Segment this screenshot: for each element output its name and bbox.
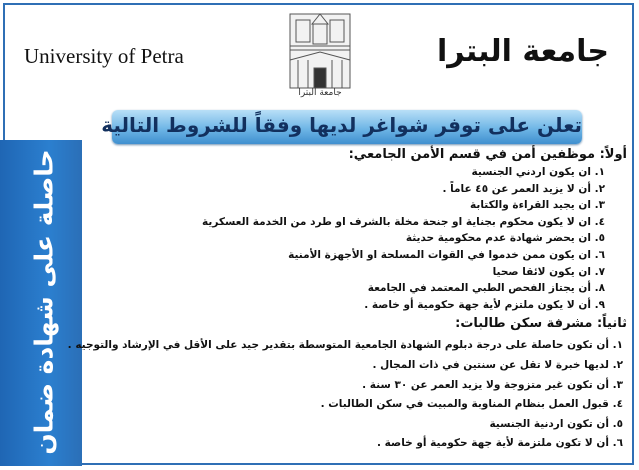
list-item: ٦. أن لا تكون ملتزمة لأية جهة حكومية أو خاصة . bbox=[377, 437, 623, 450]
section-heading-dorm-supervisor: ثانياً: مشرفة سكن طالبات: bbox=[455, 316, 627, 332]
list-item: ٤. قبول العمل بنظام المناوبة والمبيت في سكن الطالبات . bbox=[320, 398, 623, 411]
list-item: ٢. أن لا يزيد العمر عن ٤٥ عاماً . bbox=[442, 182, 605, 195]
announcement-banner-text: تعلن على توفر شواغر لديها وفقاً للشروط التالية bbox=[101, 113, 582, 137]
section-heading-security: أولاً: موظفين أمن في قسم الأمن الجامعي: bbox=[348, 147, 627, 162]
list-item: ٩. أن لا يكون ملتزم لأية جهة حكومية أو خاصة . bbox=[364, 298, 605, 311]
side-ribbon-text: حاصلة على شهادة ضمان bbox=[29, 149, 59, 455]
list-item: ٧. ان يكون لائقا صحيا bbox=[492, 265, 605, 278]
job-requirements bbox=[67, 146, 627, 454]
list-item: ٥. أن تكون اردنية الجنسية bbox=[489, 417, 623, 430]
list-item: ١. أن تكون حاصلة على درجة دبلوم الشهادة الجامعية المتوسطة بتقدير جيد على الأقل في الإرشاد والتوجيه . bbox=[67, 339, 623, 352]
list-item: ٤. ان لا يكون محكوم بجناية او جنحة مخلة بالشرف او طرد من الخدمة العسكرية bbox=[202, 215, 605, 228]
logo-caption: جامعة البترا bbox=[298, 88, 342, 98]
list-item: ٢. لديها خبرة لا تقل عن سنتين في ذات المجال . bbox=[372, 358, 623, 371]
list-item: ٥. ان يحضر شهادة عدم محكومية حديثة bbox=[405, 232, 605, 245]
university-name-english: University of Petra bbox=[24, 44, 184, 68]
list-item: ١. ان يكون اردني الجنسية bbox=[471, 166, 605, 178]
list-item: ٣. أن تكون غير متزوجة ولا يزيد العمر عن ٣٠ سنة . bbox=[362, 378, 623, 391]
university-name-arabic: جامعة البترا bbox=[436, 34, 609, 69]
list-item: ٨. أن يجتاز الفحص الطبي المعتمد في الجامعة bbox=[367, 282, 605, 295]
list-item: ٣. ان يجيد القراءة والكتابة bbox=[470, 199, 605, 212]
list-item: ٦. ان يكون ممن خدموا في القوات المسلحة او الأجهزة الأمنية bbox=[288, 248, 605, 261]
